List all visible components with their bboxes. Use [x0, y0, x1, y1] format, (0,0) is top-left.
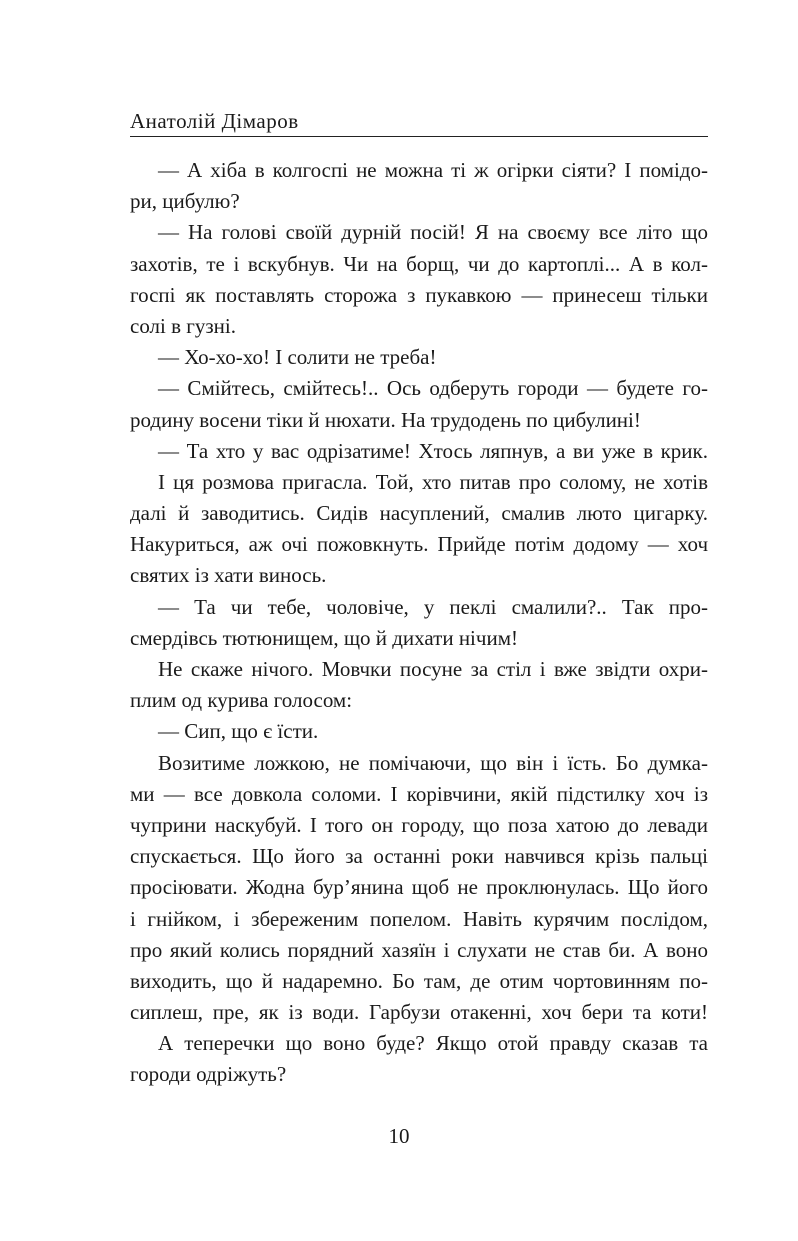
text-line: — Та хто у вас одрізатиме! Хтось ляпнув, а ви уже в крик.	[158, 438, 708, 463]
text-line: — На голові своїй дурній посій! Я на своєму все літо що	[158, 220, 708, 245]
text-line: — Сип, що є їсти.	[158, 719, 319, 744]
author-name: Анатолій Дімаров	[130, 109, 299, 133]
text-line: городи одріжуть?	[130, 1062, 287, 1087]
text-line: чуприни наскубуй. І того он городу, що поза хатою до левади	[130, 812, 708, 837]
running-head	[130, 108, 708, 137]
text-line: А теперечки що воно буде? Якщо отой правду сказав та	[158, 1031, 708, 1056]
text-line: солі в гузні.	[130, 313, 237, 338]
text-line: про який колись порядний хазяїн і слухати не став би. А воно	[130, 937, 708, 962]
text-line: спускається. Що його за останні роки навчився крізь пальці	[130, 844, 708, 869]
text-line: і гнійком, і збереженим попелом. Навіть курячим послідом,	[130, 906, 708, 931]
body-text	[130, 155, 708, 1091]
text-line: ри, цибулю?	[130, 189, 240, 214]
text-line: Возитиме ложкою, не помічаючи, що він і їсть. Бо думка-	[158, 750, 708, 775]
text-line: — А хіба в колгоспі не можна ті ж огірки сіяти? І помідо-	[158, 158, 708, 182]
text-line: — Смійтесь, смійтесь!.. Ось одберуть городи — будете го-	[158, 376, 708, 401]
text-line: родину восени тіки й нюхати. На трудодень по цибулині!	[130, 407, 641, 432]
text-line: просіювати. Жодна бур’янина щоб не проклюнулась. Що його	[130, 875, 708, 900]
text-line: сиплеш, пре, як із води. Гарбузи отакенні, хоч бери та коти!	[130, 1000, 708, 1025]
text-line: — Хо-хо-хо! І солити не треба!	[158, 345, 437, 370]
text-line: Не скаже нічого. Мовчки посуне за стіл і вже звідти охри-	[158, 657, 708, 681]
text-line: виходить, що й надаремно. Бо там, де отим чортовинням по-	[130, 968, 708, 993]
text-line: святих із хати винось.	[130, 563, 327, 588]
text-line: смердівсь тютюнищем, що й дихати нічим!	[130, 625, 518, 650]
text-line: І ця розмова пригасла. Той, хто питав про солому, не хотів	[158, 469, 708, 494]
text-line: госпі як поставлять сторожа з пукавкою — принесеш тільки	[130, 282, 708, 307]
text-line: захотів, те і вскубнув. Чи на борщ, чи до картоплі... А в кол-	[130, 251, 708, 276]
text-line: ми — все довкола соломи. І корівчини, якій підстилку хоч із	[130, 781, 708, 806]
text-line: — Та чи тебе, чоловіче, у пеклі смалили?.. Так про-	[158, 594, 708, 619]
page-number: 10	[388, 1124, 410, 1148]
text-line: далі й заводитись. Сидів насуплений, смалив люто цигарку.	[130, 501, 708, 526]
text-line: Накуриться, аж очі пожовкнуть. Прийде потім додому — хоч	[130, 532, 708, 557]
text-line: плим од курива голосом:	[130, 688, 353, 713]
